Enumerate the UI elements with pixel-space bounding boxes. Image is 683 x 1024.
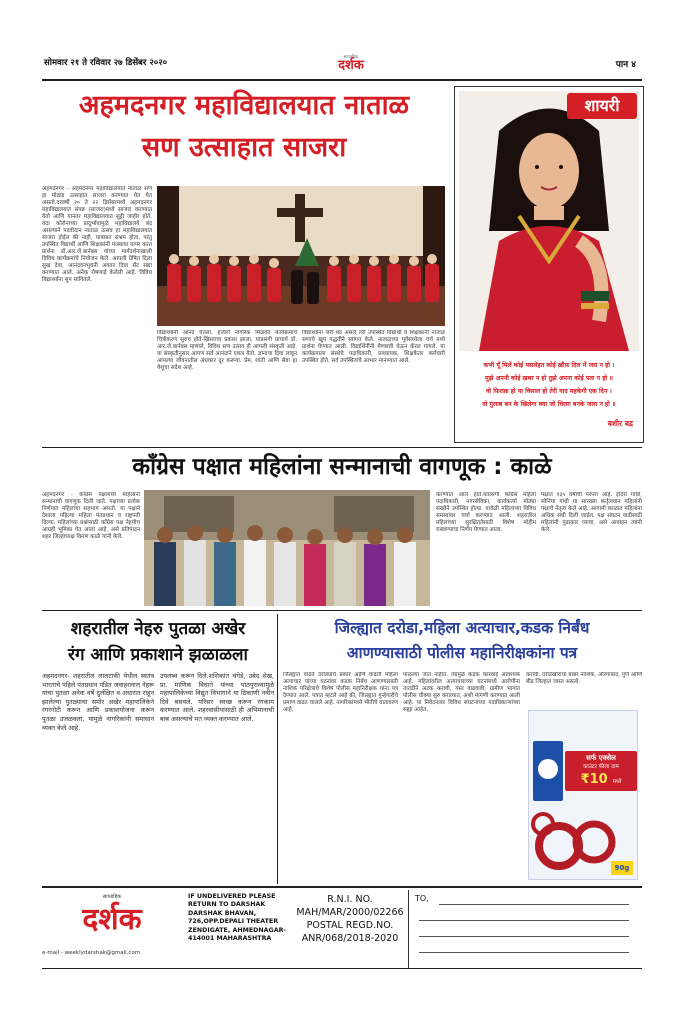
story1-headline-line1: अहमदनगर महाविद्यालयात नाताळ: [78, 90, 410, 121]
footer-return-address: IF UNDELIVERED PLEASE RETURN TO DARSHAK DARSHAK BHAVAN, 726,OPP.DEPALI THEATER ZENDIGATE, AHMEDNAGAR-414001 MAHARASHTRA: [188, 893, 287, 943]
story1-col2: विद्यार्थ्यांनी आनंद घेतला. हजारो नागरिक मिळवत कार्यक्रमाचे चित्रीकरण सुरुच होते-ख्रिस्ताचा प्रकाश झाला. याप्रसंगी प्राचार्य डॉ. आर.जे.बार्नबस म्हणाले, विविध सण उत्सव ही आपली संस्कृती आहे. या संस्कृतीनुसार आपण सर्व आनंदाने एकत्र येतो. ज्ञानाचा दिवा लावून आपल्या जीवनातील अंधकार दूर करूया. प्रेम, शांती आणि सेवा हा येशूचा संदेश आहे.: [157, 330, 297, 371]
story1-headline: [42, 88, 446, 166]
story2-headline: काँग्रेस पक्षात महिलांना सन्मानाची वागणूक : काळे: [132, 454, 552, 480]
shayari-verses: [461, 359, 637, 411]
surf-excel-ad[interactable]: [528, 710, 638, 880]
page-header: [42, 52, 642, 78]
header-masthead-small: [316, 54, 386, 72]
footer-tag: साप्ताहिक: [102, 894, 122, 900]
shayari-line1: कभी यूँ मिलें कोई मसलेहत कोई ख़ौफ़ दिल में जरा न हो ।: [483, 362, 615, 369]
header-paper-name: दर्शक: [338, 58, 364, 73]
header-paper-tag: साप्ताहिक: [343, 54, 359, 59]
congress-photo: [144, 490, 430, 606]
footer-postal-number: ANR/068/2018-2020: [301, 933, 399, 944]
address-line-1: [439, 904, 629, 905]
story3-headline-line1: शहरातील नेहरु पुतळा अखेर: [70, 619, 246, 639]
ad-offer-prefix: काउंटर फीला दाम: [583, 764, 619, 770]
shayari-banner: [567, 93, 637, 119]
section-rule-1: [42, 447, 642, 448]
shayari-line4: वो गुलाब बन के खिलेगा क्या जो चिराग़ बनके जला न हो ॥: [482, 401, 616, 408]
column-rule: [277, 614, 278, 884]
story4-col1: जिल्ह्यात वाढते दरोड्याचे प्रकार आणि वाढती महिला अत्याचार यांच्या घटनांवर कडक निर्बंध आणण्यासाठी नाशिक परिक्षेत्राचे विशेष पोलीस महानिरीक्षक यांना पत्र देण्यात आले. पत्रात म्हटले आहे की, जिल्ह्यात गुन्हेगारीचे प्रमाण वाढत चालले आहे. नागरिकांमध्ये भीतीचे वातावरण आहे.: [283, 672, 398, 713]
footer-masthead: [42, 890, 186, 966]
shayari-author: बशीर बद्र: [607, 419, 633, 428]
footer-email: e-mail - weeklydarshak@gmail.com: [42, 950, 141, 956]
story4-headline-line2: आणण्यासाठी पोलीस महानिरीक्षकांना पत्र: [346, 644, 578, 662]
shayari-photo: [459, 91, 639, 351]
pack-logo: [538, 759, 558, 779]
ad-banner: [565, 751, 637, 791]
shayari-line2: मुझे अपनी कोई ख़बर न हो तुझे अपना कोई पता न हो ॥: [485, 375, 613, 382]
address-line-3: [419, 936, 629, 937]
footer-rni-label: R.N.I. NO.: [327, 894, 373, 905]
footer-postal-label: POSTAL REGD.NO.: [306, 920, 394, 931]
footer-address-box: [408, 890, 642, 968]
story4-headline: [282, 616, 642, 666]
ad-offer-suffix: मध्ये: [612, 779, 622, 785]
story4-col2: पाळल्या जात नाहीत. त्यामुळे कडक कारवाई आवश्यक आहे. महिलांवरील अत्याचाराच्या घटनांमध्ये आरोपींना तातडीने अटक करावी, गस्त वाढवावी, ग्रामीण भागात पोलीस चौक्या सुरु कराव्यात, अशी मागणी करण्यात आली आहे. या निवेदनावर विविध संघटनांच्या पदाधिकाऱ्यांच्या सह्या आहेत.: [403, 672, 520, 713]
story1-col3: विद्यार्थ्यांना जरी बंद असले तरी उपस्थित विद्यार्थी व शिक्षकांनी नाताळ सणाचे खूप पद्धतीने स्वागत केले. नाताळच्या पूर्वसंध्येला चर्च मध्ये प्रार्थना घेण्यात आली. विद्यार्थिनींनी मेणबत्ती घेऊन कॅरल गायले. या कार्यक्रमाला संस्थेचे पदाधिकारी, प्राध्यापक, शिक्षकेतर कर्मचारी उपस्थित होते. सर्व उपस्थितांचे आभार मानण्यात आले.: [302, 330, 445, 364]
woman-illustration: [459, 91, 639, 351]
footer-paper-name: दर्शक: [82, 902, 142, 937]
ad-price: ₹10: [580, 772, 608, 787]
footer-rni-number: MAH/MAR/2000/02266: [296, 907, 404, 918]
story2-col3: पक्षात १३५ वर्षाची परंपरा आहे. इंदिरा गांधी, सोनिया गांधी या सारख्या कर्तृत्ववान महिलांनी पक्षाचे नेतृत्व केले आहे. आगामी काळात महिलांना अधिक संधी दिली जाईल. पक्ष संघटन वाढीसाठी महिलांनी पुढाकार घ्यावा, असे आवाहन त्यांनी केले.: [541, 492, 642, 533]
header-date: सोमवार २१ ते रविवार २७ डिसेंबर २०२०: [44, 58, 168, 68]
ad-title: सर्फ एक्सेल: [586, 754, 616, 762]
story1-headline-line2: सण उत्साहात साजरा: [141, 132, 347, 163]
header-rule: [42, 79, 642, 81]
footer-rule: [42, 886, 642, 888]
choir-illustration: [157, 186, 445, 326]
story2-col1: अहमदनगर - काँग्रेस पक्षामध्ये महिलांना सन्मानाची वागणूक दिली जाते. पक्षाच्या प्रत्येक निर्णयात महिलांचा सहभाग असतो. या पक्षाने देशाला पहिल्या महिला पंतप्रधान व राष्ट्रपती दिल्या. महिलांच्या प्रश्नांसाठी काँग्रेस पक्ष नेहमीच आग्रही भूमिका घेत आला आहे, असे प्रतिपादन शहर जिल्हाध्यक्ष किरण काळे यांनी केले.: [42, 492, 140, 540]
ad-weight-badge: 90g: [611, 861, 633, 875]
story3-headline-line2: रंग आणि प्रकाशाने झळाळला: [68, 645, 248, 665]
ad-offer: [565, 771, 637, 789]
shayari-banner-text: शायरी: [584, 96, 620, 115]
footer-bottom-rule: [42, 968, 642, 969]
story1-col1: अहमदनगर - अहमदनगर महाविद्यालयात नाताळ सण हा मोठ्या उत्साहात साजरा करण्यात येत येत असतो.दरवर्षी २० ते २२ डिसेंबरमध्ये अहमदनगर महाविद्यालयात संपन्न (साजरा)मध्ये साजरा करण्यात येतो आणि यानंतर महाविद्यालयात सुट्टी जाहीर होते. यंदा कोरोनाच्या प्रादुर्भावामुळे महाविद्यालये बंद असल्याने पदवीदान नाताळ उत्सव हा महाविद्यालयात साजरा होईल की नाही, याबाबत संभ्रम होता. परंतु उपस्थित विद्यार्थी आणि शिक्षकांनी मास्कचा वापर करत प्रार्थना डॉ.आर.जे.बार्नबस यांच्या मार्गदर्शनाखाली विविध कार्यक्रमांचे नियोजन केले. आपली प्रेषित दिला सुख देवा, आनंदवनभुवनी अवतर दिवा सेंट सद्या करण्यात आले. अनेक रोषणाई केलेली आहे. विविध विद्यार्थ्यांना सुप सांगितले.: [42, 186, 152, 283]
section-rule-2: [42, 610, 642, 611]
group-illustration: [144, 490, 430, 606]
detergent-pack: [533, 741, 563, 801]
header-page-number: पान ४: [615, 60, 636, 70]
choir-photo: [157, 186, 445, 326]
story4-headline-line1: जिल्ह्यात दरोडा,महिला अत्याचार,कडक निर्बंध: [334, 619, 590, 637]
footer-to-label: TO,: [415, 894, 429, 903]
story3-col1: अहमदनगर- शहरातील लालटाकी येथील स्वतंत्र भारताचे पहिले पंतप्रधान पंडित जवाहरलाल नेहरू यांचा पुतळा अनेक वर्षे दुर्लक्षित व अंधारात राहून झालेल्या पुतळ्याचा समोर अखेर महापालिकेने रंगरंगोटी करून आणि प्रकाशयोजना करून पुतळा उजळवला. यामुळे नागरिकांनी समाधान व्यक्त केले आहे.: [42, 672, 154, 732]
shayari-box: [454, 86, 644, 443]
footer-registration: [296, 893, 404, 945]
story2-col2: करण्यात आले होते.याप्रसंगी कॉंग्रेस महिला पदाधिकारी, नगरसेविका, कार्यकर्त्या मोठ्या संख्येने उपस्थित होत्या. यावेळी महिलांच्या विविध समस्यांवर चर्चा करण्यात आली. शहरातील महिलांच्या सुरक्षिततेसाठी विशेष मोहीम राबवण्याचा निर्णय घेण्यात आला.: [436, 492, 536, 533]
address-line-2: [419, 920, 629, 921]
story4-col3: करावी. दरोडेखोरांचा बाबर नाशिक, औरंगाबाद, पुणे आणि बीड जिल्हात जास्त असतो.: [526, 672, 642, 685]
shayari-line3: वो फ़िराक़ हो या विसाल हो तेरी याद महकेगी एक दिन ।: [486, 388, 612, 395]
story3-headline: [42, 616, 274, 668]
story3-col2: उपलब्ध करून दिले.शशिकांत चंगेडे, उबेद शेख, प्रा. माणिक विधाते यांच्या पाठपुराव्यामुळे महापालिकेच्या विद्युत विभागाने या ठिकाणी नवीन दिवे बसवले. परिसर स्वच्छ करून रंगकाम करण्यात आले. शहरवासीयांसाठी ही अभिमानाची बाब असल्याचे मत व्यक्त करण्यात आले.: [160, 672, 274, 723]
address-line-4: [419, 952, 629, 953]
